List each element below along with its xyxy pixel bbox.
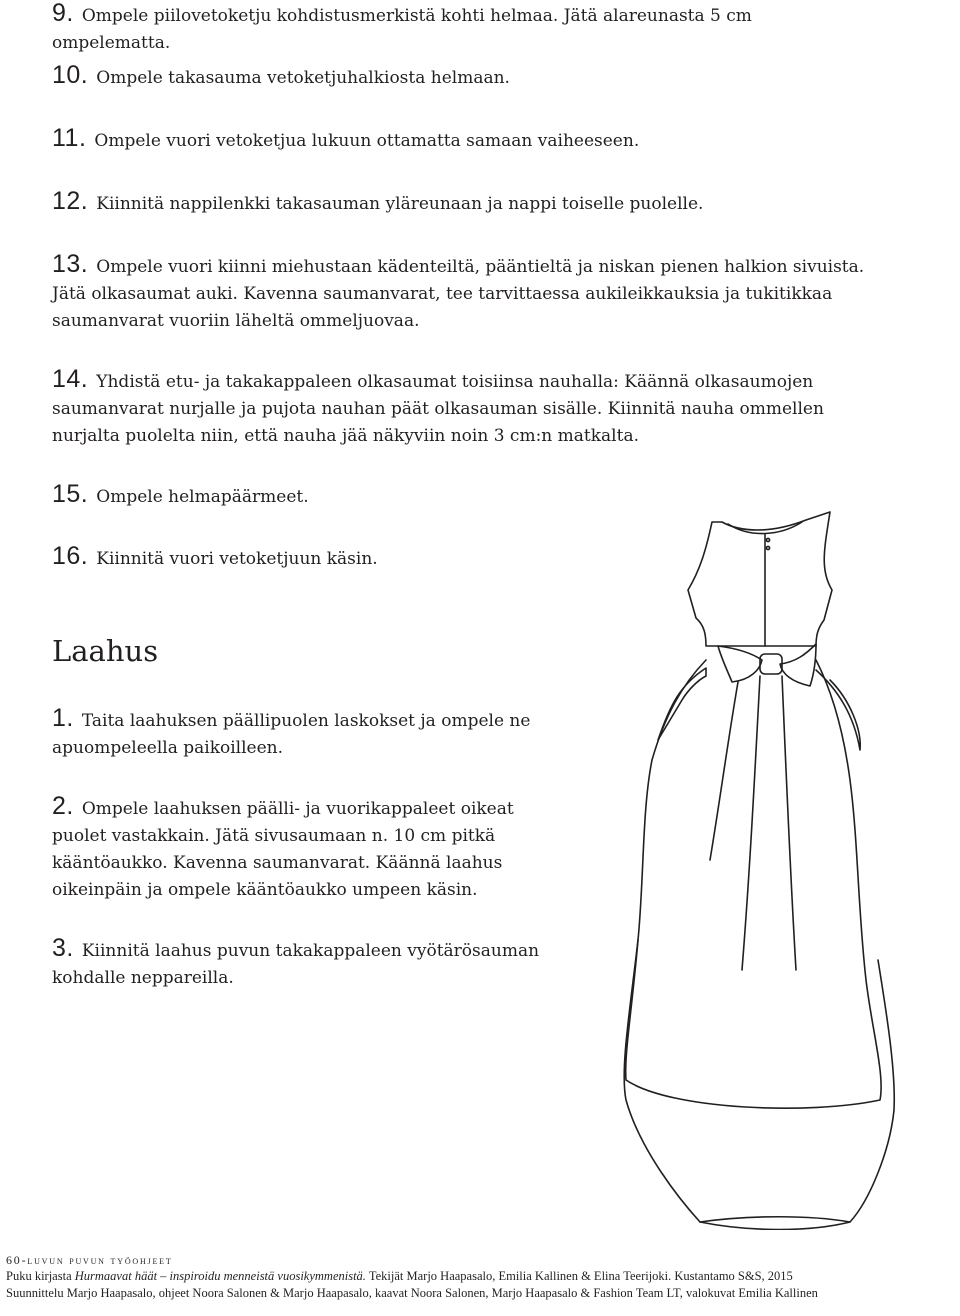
section-title: Laahus — [52, 634, 159, 668]
step-number: 15. — [52, 480, 89, 508]
step-text: Kiinnitä laahus puvun takakappaleen vyötärösauman kohdalle neppareilla. — [52, 941, 540, 988]
step-text: Ompele laahuksen päälli- ja vuorikappaleet oikeat puolet vastakkain. Jätä sivusaumaan n. 10 cm pitkä kääntöaukko. Kavenna saumanvarat. Käännä laahus oikeinpäin ja ompele kääntöaukko umpeen käsin. — [52, 799, 514, 900]
step-text: Ompele takasauma vetoketjuhalkiosta helmaan. — [96, 68, 510, 88]
step-11 — [52, 125, 872, 155]
step-text: Ompele piilovetoketju kohdistusmerkistä kohti helmaa. Jätä alareunasta 5 cm ompelematta. — [52, 6, 752, 53]
step-number: 3. — [52, 934, 74, 962]
bow-knot — [760, 654, 782, 674]
step-number: 9. — [52, 0, 74, 27]
step-number: 10. — [52, 61, 89, 89]
step-text: Taita laahuksen päällipuolen laskokset ja ompele ne apuompeleella paikoilleen. — [52, 711, 531, 758]
footer-text: Puku kirjasta — [6, 1269, 75, 1283]
footer-series-title: 60-luvun puvun työohjeet — [6, 1253, 173, 1267]
bow-left — [718, 646, 762, 682]
step-15 — [52, 481, 872, 511]
step-number: 13. — [52, 250, 89, 278]
step-number: 2. — [52, 792, 74, 820]
step-text: Ompele helmapäärmeet. — [96, 487, 309, 507]
footer-credits-line-1 — [6, 1268, 956, 1285]
step-text: Kiinnitä vuori vetoketjuun käsin. — [96, 549, 378, 569]
step-14 — [52, 366, 872, 450]
footer-text: Tekijät Marjo Haapasalo, Emilia Kallinen & Elina Teerijoki. Kustantamo S&S, 2015 — [365, 1269, 793, 1283]
dress-illustration — [610, 510, 910, 1230]
footer — [6, 1252, 956, 1302]
bodice-outline — [688, 512, 832, 646]
side-drape — [816, 670, 860, 750]
laahus-step-3 — [52, 935, 572, 992]
step-number: 16. — [52, 542, 89, 570]
skirt-fold — [742, 676, 760, 970]
step-text: Yhdistä etu- ja takakappaleen olkasaumat toisiinsa nauhalla: Käännä olkasaumojen saumanvarat nurjalle ja pujota nauhan päät olkasauman sisälle. Kiinnitä nauha ommellen nurjalta puolelta niin, että nauha jää näkyviin noin 3 cm:n matkalta. — [52, 372, 824, 446]
step-13 — [52, 251, 872, 335]
step-number: 14. — [52, 365, 89, 393]
step-text: Ompele vuori kiinni miehustaan kädenteiltä, pääntieltä ja niskan pienen halkion sivuista. Jätä olkasaumat auki. Kavenna saumanvarat, tee tarvittaessa aukileikkauksia ja tukitikkaa saumanvarat vuoriin läheltä ommeljuovaa. — [52, 257, 865, 331]
hem-flare — [624, 940, 894, 1230]
book-title: Hurmaavat häät – inspiroidu menneistä vuosikymmenistä. — [74, 1269, 366, 1283]
skirt-fold — [782, 676, 796, 970]
step-9 — [52, 0, 872, 57]
step-12 — [52, 188, 872, 218]
button-icon — [766, 538, 769, 541]
skirt-outline — [658, 668, 706, 740]
footer-credits-line-2: Suunnittelu Marjo Haapasalo, ohjeet Noora Salonen & Marjo Haapasalo, kaavat Noora Salonen, Marjo Haapasalo & Fashion Team LT, valokuvat Emilia Kallinen — [6, 1286, 818, 1300]
button-icon — [766, 546, 769, 549]
bow-right — [780, 644, 816, 686]
skirt-fold — [710, 682, 738, 860]
step-number: 11. — [52, 124, 87, 152]
step-text: Kiinnitä nappilenkki takasauman yläreunaan ja nappi toiselle puolelle. — [96, 194, 704, 214]
step-10 — [52, 62, 872, 92]
laahus-step-1 — [52, 705, 572, 762]
skirt-outline — [626, 660, 881, 1108]
step-number: 12. — [52, 187, 89, 215]
laahus-step-2 — [52, 793, 572, 904]
step-text: Ompele vuori vetoketjua lukuun ottamatta samaan vaiheeseen. — [94, 131, 640, 151]
step-number: 1. — [52, 704, 74, 732]
hem-line — [700, 1217, 850, 1222]
